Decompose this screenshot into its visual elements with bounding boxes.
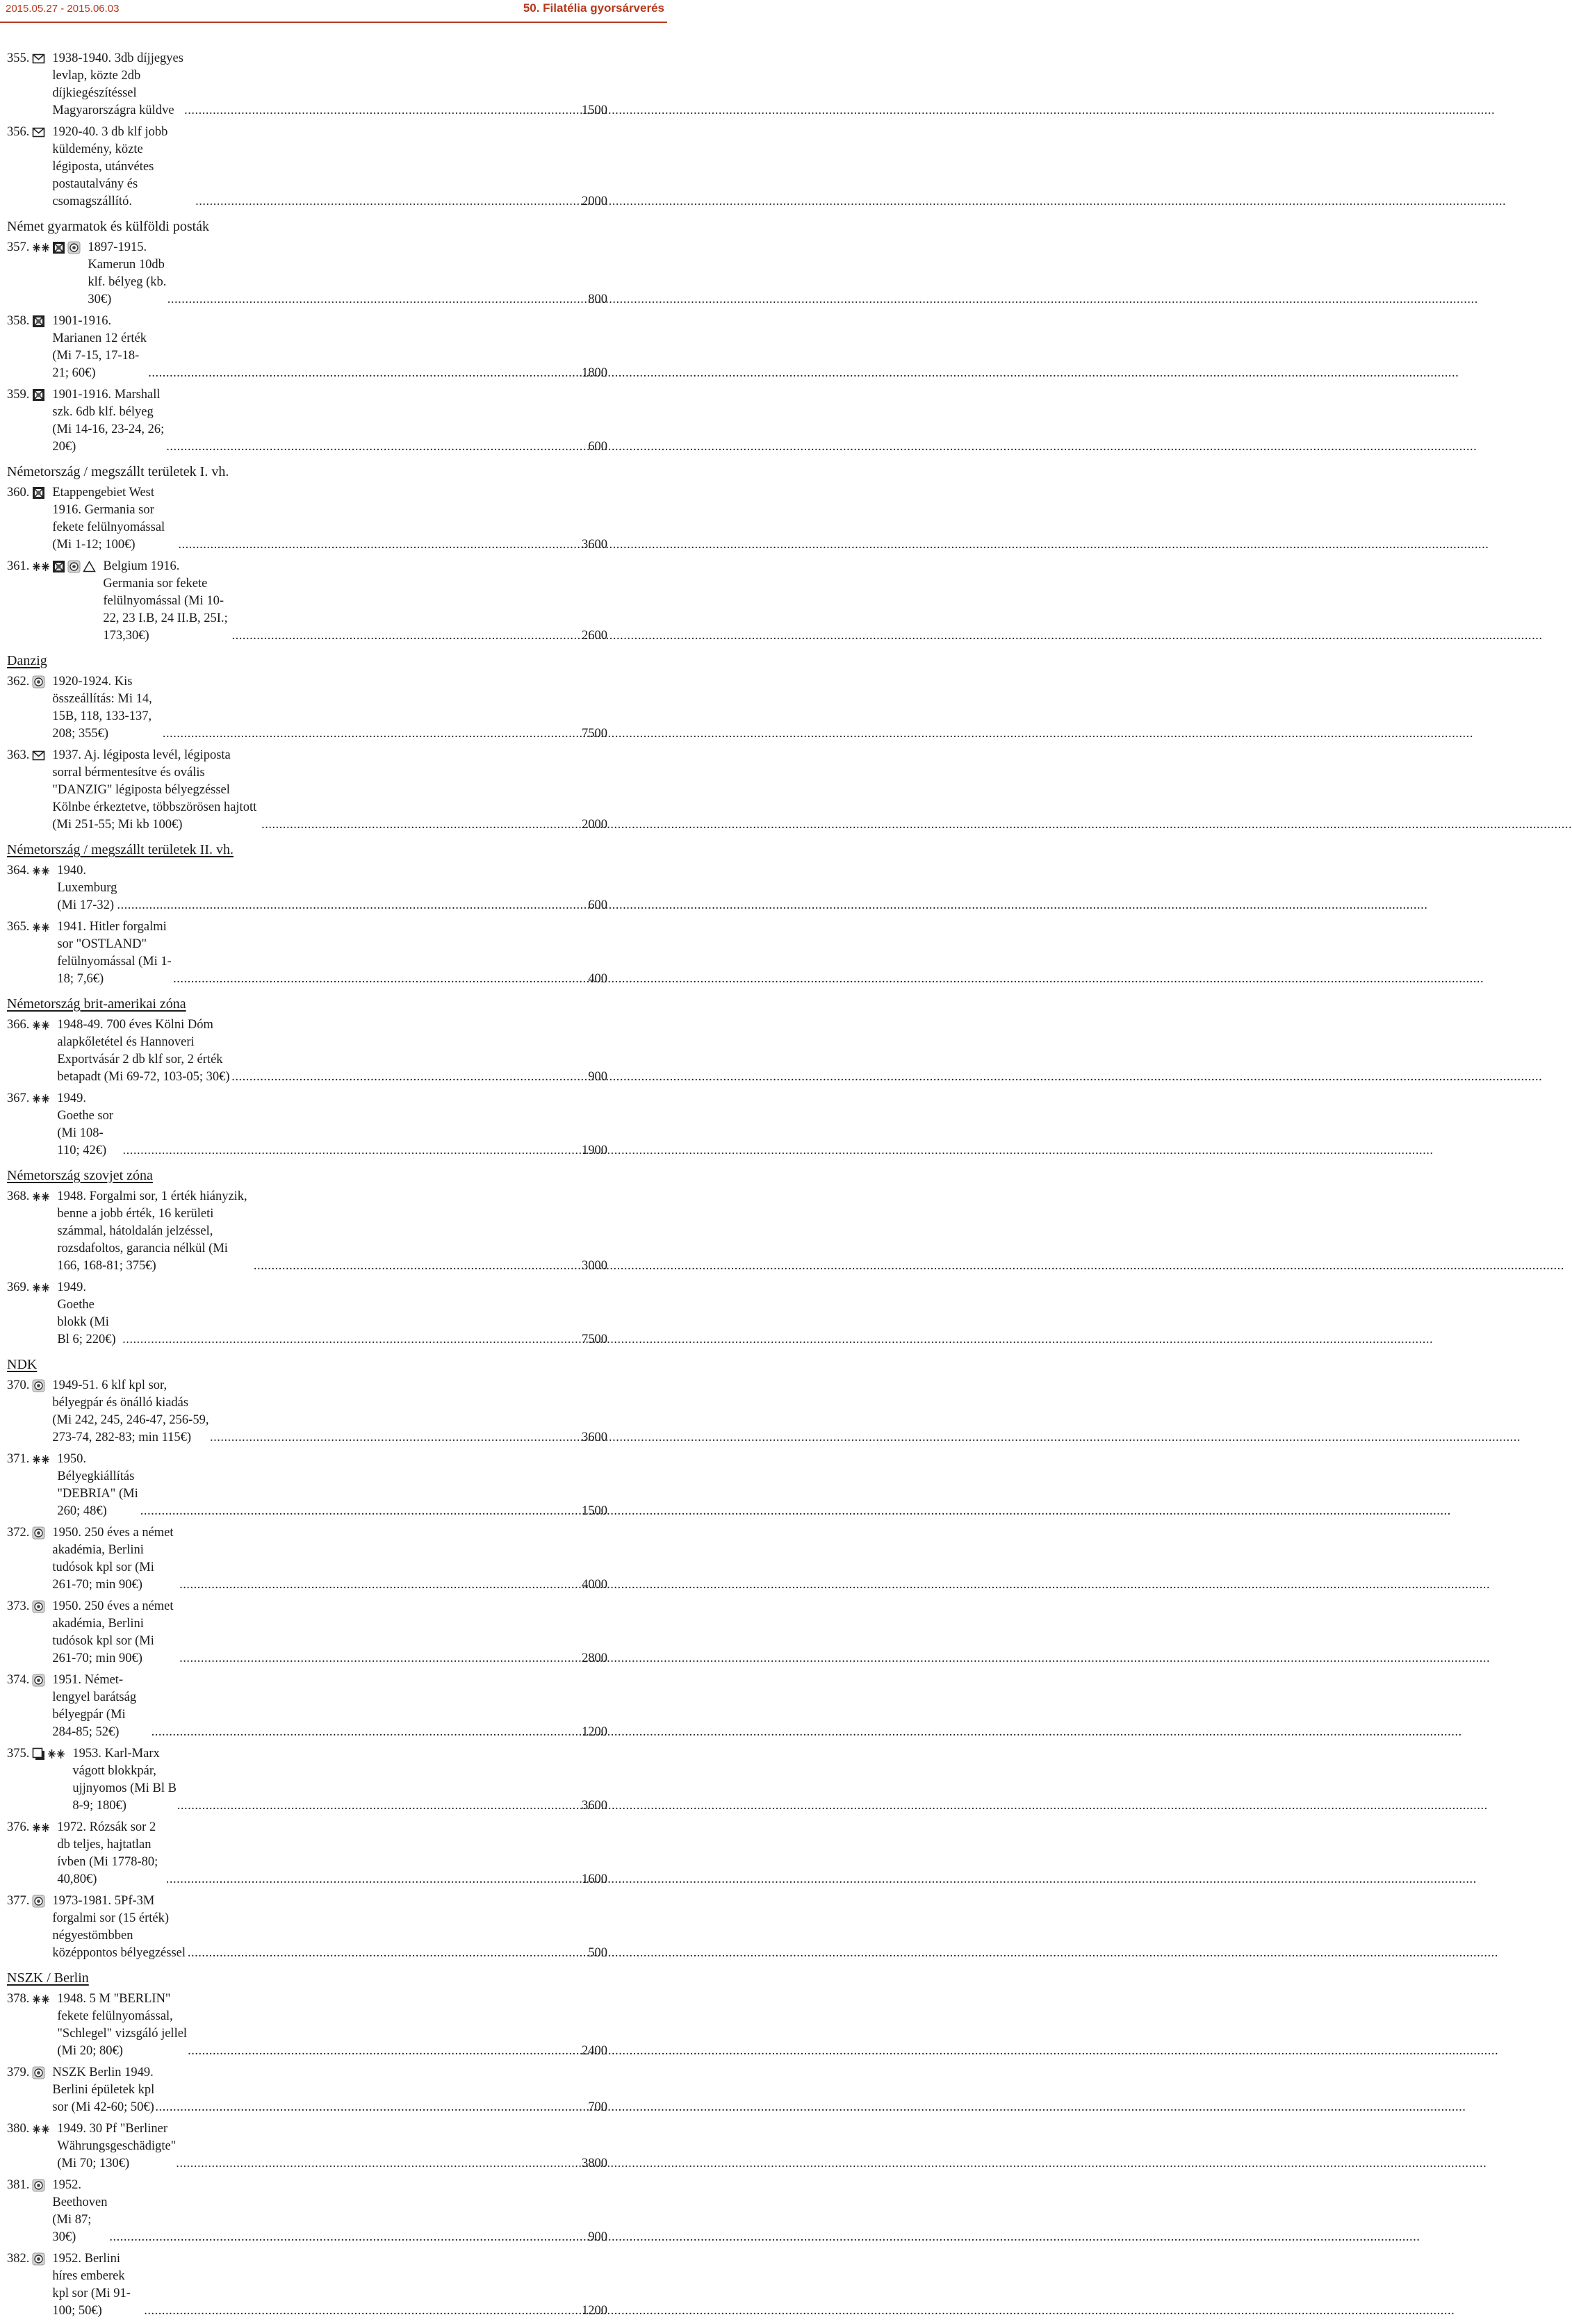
lot-description: 1897-1915. Kamerun 10db klf. bélyeg (kb. 30€) xyxy=(88,240,167,306)
starting-price: 7500 xyxy=(582,1333,607,1346)
hinged-stamp-icon xyxy=(32,315,45,328)
lot-number: 375. xyxy=(7,1747,30,1761)
lot-description: 1950. 250 éves a német akadémia, Berlini tudósok kpl sor (Mi 261-70; min 90€) xyxy=(52,1526,174,1592)
starting-price: 7500 xyxy=(582,727,607,741)
section-heading: Németország / megszállt területek II. vh. xyxy=(7,842,234,857)
lot-number: 357. xyxy=(7,240,30,254)
lot-description: 1952. Beethoven (Mi 87; 30€) xyxy=(52,2178,108,2244)
section-heading: Danzig xyxy=(7,653,47,668)
double-star-icon xyxy=(32,864,50,877)
condition-icons xyxy=(32,50,45,67)
lot-item xyxy=(7,1819,607,1893)
double-star-icon xyxy=(32,1019,50,1032)
lot-number: 364. xyxy=(7,864,30,877)
lot-description: 1937. Aj. légiposta levél, légiposta sorral bérmentesítve és ovális "DANZIG" légiposta bélyegzéssel Kölnbe érkeztetve, többszörösen hajtott (Mi 251-55; Mi kb 100€) xyxy=(52,748,257,832)
triangle-icon xyxy=(83,560,96,573)
starting-price: 2000 xyxy=(582,818,607,832)
condition-icons xyxy=(32,124,45,141)
dot-leader xyxy=(231,1069,588,1086)
lot-description: 1938-1940. 3db díjjegyes levlap, közte 2db díjkiegészítéssel Magyarországra küldve xyxy=(52,51,183,117)
dot-leader xyxy=(140,1503,582,1520)
starting-price: 4000 xyxy=(582,1578,607,1592)
starting-price: 3600 xyxy=(582,538,607,552)
dot-leader xyxy=(179,1576,582,1594)
starting-price: 3600 xyxy=(582,1799,607,1813)
lot-number: 368. xyxy=(7,1189,30,1203)
hinged-stamp-icon xyxy=(32,486,45,500)
lot-number: 355. xyxy=(7,51,30,65)
starting-price: 400 xyxy=(588,972,607,986)
postmark-icon xyxy=(32,2179,45,2192)
condition-icons xyxy=(32,484,45,502)
dot-leader xyxy=(261,816,582,834)
lot-number: 378. xyxy=(7,1992,30,2006)
hinged-stamp-icon xyxy=(32,388,45,402)
dot-leader xyxy=(231,627,582,645)
lot-item xyxy=(7,50,607,124)
lot-item xyxy=(7,1672,607,1745)
postmark-icon xyxy=(67,560,81,573)
section-heading: Németország / megszállt területek I. vh. xyxy=(7,464,229,479)
lot-item xyxy=(7,862,607,918)
dot-leader xyxy=(188,2043,582,2060)
lot-list xyxy=(7,50,607,2324)
starting-price: 700 xyxy=(588,2100,607,2114)
condition-icons xyxy=(32,1672,45,1689)
lot-description: 1953. Karl-Marx vágott blokkpár, ujjnyomos (Mi Bl B 8-9; 180€) xyxy=(72,1747,177,1813)
lot-description: 1951. Német-lengyel barátság bélyegpár (Mi 284-85; 52€) xyxy=(52,1673,137,1739)
condition-icons xyxy=(32,1016,50,1034)
lot-item xyxy=(7,2064,607,2120)
lot-number: 377. xyxy=(7,1894,30,1908)
postmark-icon xyxy=(32,1379,45,1392)
condition-icons xyxy=(32,2177,45,2194)
lot-number: 360. xyxy=(7,486,30,500)
lot-item xyxy=(7,1524,607,1598)
section-heading: Németország brit-amerikai zóna xyxy=(7,996,186,1012)
section-heading: Németország szovjet zóna xyxy=(7,1168,153,1183)
lot-description: 1952. Berlini híres emberek kpl sor (Mi 91-100; 50€) xyxy=(52,2252,131,2318)
dot-leader xyxy=(173,971,588,988)
starting-price: 1500 xyxy=(582,1504,607,1518)
lot-description: NSZK Berlin 1949. Berlini épületek kpl sor (Mi 42-60; 50€) xyxy=(52,2066,155,2114)
lot-description: 1941. Hitler forgalmi sor "OSTLAND" felülnyomással (Mi 1-18; 7,6€) xyxy=(57,920,172,986)
lot-number: 373. xyxy=(7,1599,30,1613)
lot-item xyxy=(7,1451,607,1524)
dot-leader xyxy=(152,1724,582,1741)
lot-number: 365. xyxy=(7,920,30,934)
lot-description: 1972. Rózsák sor 2 db teljes, hajtatlan ívben (Mi 1778-80; 40,80€) xyxy=(57,1820,158,1886)
lot-description: 1949. Goethe sor (Mi 108-110; 42€) xyxy=(57,1091,114,1157)
lot-number: 363. xyxy=(7,748,30,762)
dot-leader xyxy=(163,725,582,743)
condition-icons xyxy=(32,1377,45,1394)
double-star-icon xyxy=(32,1821,50,1834)
double-star-icon xyxy=(32,1092,50,1105)
lot-number: 370. xyxy=(7,1378,30,1392)
dot-leader xyxy=(155,2099,588,2116)
dot-leader xyxy=(144,2302,582,2320)
starting-price: 2800 xyxy=(582,1651,607,1665)
dot-leader xyxy=(166,438,588,456)
block-icon xyxy=(32,1747,45,1761)
starting-price: 2600 xyxy=(582,629,607,643)
hinged-stamp-icon xyxy=(52,241,65,254)
lot-item xyxy=(7,484,607,558)
lot-description: Etappengebiet West 1916. Germania sor fekete felülnyomással (Mi 1-12; 100€) xyxy=(52,486,165,552)
lot-number: 367. xyxy=(7,1091,30,1105)
lot-item xyxy=(7,673,607,747)
section-heading: NDK xyxy=(7,1357,38,1372)
date-range: 2015.05.27 - 2015.06.03 xyxy=(6,3,120,15)
lot-description: 1920-1924. Kis összeállítás: Mi 14, 15B, 118, 133-137, 208; 355€) xyxy=(52,675,152,741)
lot-item xyxy=(7,1090,607,1164)
lot-description: 1920-40. 3 db klf jobb küldemény, közte légiposta, utánvétes postautalvány és csomagszállító. xyxy=(52,125,168,208)
lot-description: 1949. Goethe blokk (Mi Bl 6; 220€) xyxy=(57,1280,116,1346)
dot-leader xyxy=(188,1945,588,1962)
lot-description: 1950. Bélyegkiállítás "DEBRIA" (Mi 260; 48€) xyxy=(57,1452,138,1518)
lot-item xyxy=(7,239,607,313)
lot-item xyxy=(7,2250,607,2324)
condition-icons xyxy=(32,386,45,404)
double-star-icon xyxy=(32,1993,50,2006)
starting-price: 1600 xyxy=(582,1872,607,1886)
lot-item xyxy=(7,747,607,838)
lot-item xyxy=(7,313,607,386)
dot-leader xyxy=(177,1797,582,1815)
starting-price: 900 xyxy=(588,2230,607,2244)
double-star-icon xyxy=(32,1453,50,1466)
condition-icons xyxy=(32,1090,50,1107)
auction-title: 50. Filatélia gyorsárverés xyxy=(523,1,664,15)
hinged-stamp-icon xyxy=(52,560,65,573)
lot-number: 381. xyxy=(7,2178,30,2192)
lot-item xyxy=(7,2177,607,2250)
starting-price: 600 xyxy=(588,440,607,454)
condition-icons xyxy=(32,2250,45,2268)
condition-icons xyxy=(32,558,96,575)
postmark-icon xyxy=(32,1600,45,1613)
dot-leader xyxy=(166,1871,582,1888)
dot-leader xyxy=(167,291,589,308)
lot-number: 356. xyxy=(7,125,30,139)
lot-item xyxy=(7,1745,607,1819)
lot-item xyxy=(7,1188,607,1279)
postmark-icon xyxy=(32,2252,45,2266)
starting-price: 1900 xyxy=(582,1144,607,1157)
envelope-icon xyxy=(32,749,45,762)
lot-number: 361. xyxy=(7,559,30,573)
lot-description: 1949-51. 6 klf kpl sor, bélyegpár és önálló kiadás (Mi 242, 245, 246-47, 256-59, 273-74, 282-83; min 115€) xyxy=(52,1378,209,1444)
lot-number: 362. xyxy=(7,675,30,689)
condition-icons xyxy=(32,2120,50,2138)
starting-price: 1200 xyxy=(582,2304,607,2318)
lot-description: 1949. 30 Pf "Berliner Währungsgeschädigte" (Mi 70; 130€) xyxy=(57,2122,177,2170)
dot-leader xyxy=(109,2229,588,2246)
dot-leader xyxy=(254,1258,582,1275)
lot-description: 1948-49. 700 éves Kölni Dóm alapkőletétel és Hannoveri Exportvásár 2 db klf sor, 2 érték betapadt (Mi 69-72, 103-05; 30€) xyxy=(57,1018,230,1084)
lot-description: 1901-1916. Marianen 12 érték (Mi 7-15, 17-18-21; 60€) xyxy=(52,314,147,380)
double-star-icon xyxy=(32,1190,50,1203)
dot-leader xyxy=(148,365,582,382)
condition-icons xyxy=(32,1188,50,1205)
starting-price: 1800 xyxy=(582,366,607,380)
starting-price: 900 xyxy=(588,1070,607,1084)
dot-leader xyxy=(122,1142,582,1160)
double-star-icon xyxy=(32,2123,50,2136)
lot-description: 1901-1916. Marshall szk. 6db klf. bélyeg (Mi 14-16, 23-24, 26; 20€) xyxy=(52,388,165,454)
lot-description: 1940. Luxemburg (Mi 17-32) xyxy=(57,864,117,912)
double-star-icon xyxy=(32,1281,50,1294)
starting-price: 600 xyxy=(588,898,607,912)
starting-price: 800 xyxy=(588,292,607,306)
lot-number: 366. xyxy=(7,1018,30,1032)
double-star-icon xyxy=(47,1747,65,1761)
lot-number: 380. xyxy=(7,2122,30,2136)
postmark-icon xyxy=(32,2066,45,2079)
postmark-icon xyxy=(32,1674,45,1687)
condition-icons xyxy=(32,1524,45,1542)
postmark-icon xyxy=(32,1895,45,1908)
lot-item xyxy=(7,1279,607,1353)
starting-price: 2400 xyxy=(582,2044,607,2058)
lot-item xyxy=(7,1598,607,1672)
postmark-icon xyxy=(67,241,81,254)
lot-number: 382. xyxy=(7,2252,30,2266)
starting-price: 3000 xyxy=(582,1259,607,1273)
lot-number: 359. xyxy=(7,388,30,402)
lot-number: 372. xyxy=(7,1526,30,1540)
lot-description: 1948. Forgalmi sor, 1 érték hiányzik, benne a jobb érték, 16 kerületi számmal, hátoldalán jelzéssel, rozsdafoltos, garancia nélkül (Mi 166, 168-81; 375€) xyxy=(57,1189,247,1273)
condition-icons xyxy=(32,673,45,691)
postmark-icon xyxy=(32,675,45,689)
section-heading: NSZK / Berlin xyxy=(7,1970,89,1986)
lot-item xyxy=(7,124,607,215)
lot-number: 371. xyxy=(7,1452,30,1466)
condition-icons xyxy=(32,918,50,936)
lot-description: 1973-1981. 5Pf-3M forgalmi sor (15 érték) négyestömbben középpontos bélyegzéssel xyxy=(52,1894,186,1960)
condition-icons xyxy=(32,239,81,256)
dot-leader xyxy=(176,2155,582,2173)
condition-icons xyxy=(32,1893,45,1910)
lot-item xyxy=(7,2120,607,2177)
lot-item xyxy=(7,1991,607,2064)
starting-price: 3600 xyxy=(582,1431,607,1444)
starting-price: 3800 xyxy=(582,2157,607,2170)
lot-number: 358. xyxy=(7,314,30,328)
lot-description: Belgium 1916. Germania sor fekete felülnyomással (Mi 10-22, 23 I.B, 24 II.B, 25I.; 173,30€) xyxy=(103,559,228,643)
condition-icons xyxy=(32,1991,50,2008)
condition-icons xyxy=(32,747,45,764)
dot-leader xyxy=(122,1331,582,1349)
lot-item xyxy=(7,1893,607,1966)
lot-description: 1950. 250 éves a német akadémia, Berlini tudósok kpl sor (Mi 261-70; min 90€) xyxy=(52,1599,174,1665)
starting-price: 2000 xyxy=(582,195,607,208)
dot-leader xyxy=(210,1429,582,1447)
lot-number: 376. xyxy=(7,1820,30,1834)
starting-price: 1200 xyxy=(582,1725,607,1739)
section-heading: Német gyarmatok és külföldi posták xyxy=(7,219,210,234)
condition-icons xyxy=(32,1279,50,1296)
dot-leader xyxy=(117,897,588,914)
dot-leader xyxy=(179,1650,582,1667)
dot-leader xyxy=(195,193,582,211)
condition-icons xyxy=(32,2064,45,2082)
double-star-icon xyxy=(32,241,50,254)
lot-item xyxy=(7,1016,607,1090)
lot-description: 1948. 5 M "BERLIN" fekete felülnyomással, "Schlegel" vizsgáló jellel (Mi 20; 80€) xyxy=(57,1992,188,2058)
condition-icons xyxy=(32,313,45,330)
lot-number: 374. xyxy=(7,1673,30,1687)
envelope-icon xyxy=(32,52,45,65)
postmark-icon xyxy=(32,1526,45,1540)
double-star-icon xyxy=(32,921,50,934)
condition-icons xyxy=(32,1451,50,1468)
lot-item xyxy=(7,558,607,649)
condition-icons xyxy=(32,1819,50,1836)
starting-price: 1500 xyxy=(582,104,607,117)
envelope-icon xyxy=(32,126,45,139)
double-star-icon xyxy=(32,560,50,573)
lot-item xyxy=(7,918,607,992)
dot-leader xyxy=(184,102,582,120)
lot-item xyxy=(7,386,607,460)
starting-price: 500 xyxy=(588,1946,607,1960)
condition-icons xyxy=(32,862,50,880)
lot-item xyxy=(7,1377,607,1451)
dot-leader xyxy=(178,536,582,554)
condition-icons xyxy=(32,1598,45,1615)
header-divider xyxy=(0,22,667,23)
condition-icons xyxy=(32,1745,65,1763)
lot-number: 369. xyxy=(7,1280,30,1294)
page-header xyxy=(0,0,667,22)
lot-number: 379. xyxy=(7,2066,30,2079)
